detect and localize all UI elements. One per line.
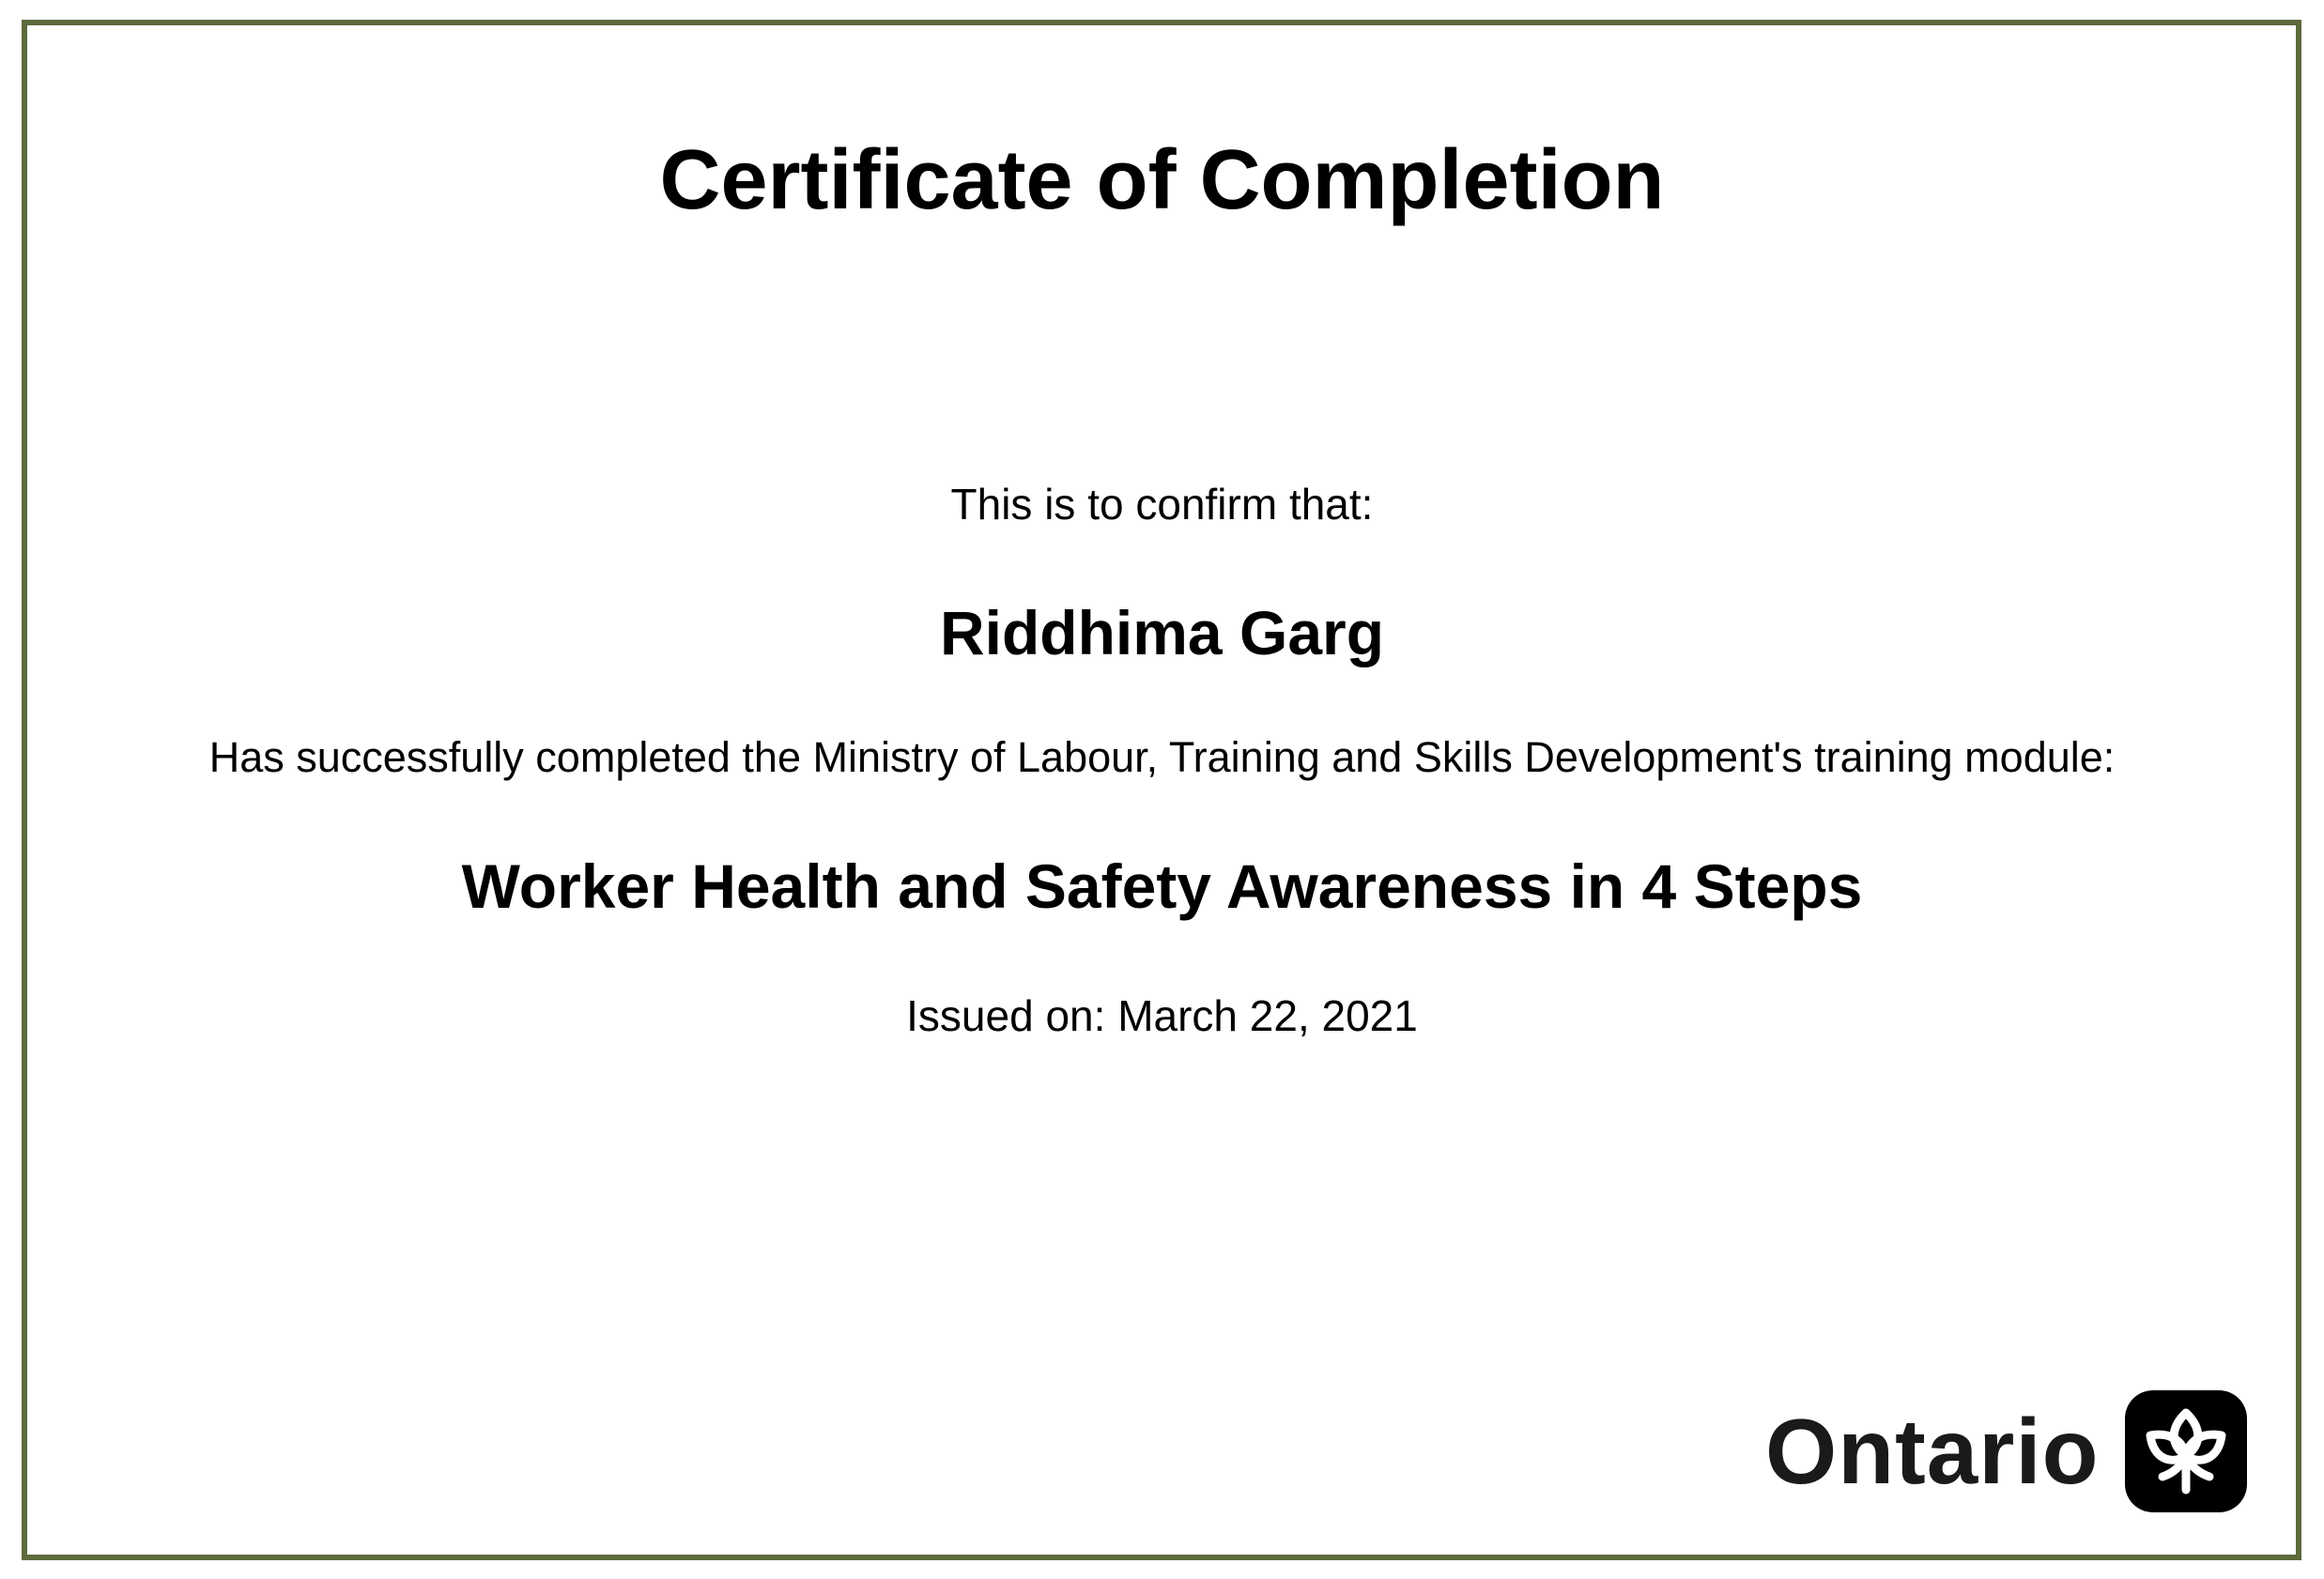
recipient-name: Riddhima Garg [939, 598, 1385, 667]
course-name: Worker Health and Safety Awareness in 4 Steps [461, 851, 1863, 921]
ontario-trillium-icon [2125, 1390, 2247, 1512]
certificate-title: Certificate of Completion [659, 133, 1665, 227]
certificate-border [22, 20, 2301, 1560]
issued-date: Issued on: March 22, 2021 [906, 991, 1418, 1040]
ontario-logo [1765, 1387, 2247, 1514]
ontario-wordmark: Ontario [1765, 1399, 2100, 1503]
confirmation-text: This is to confirm that: [950, 480, 1374, 529]
completion-statement: Has successfully completed the Ministry of Labour, Training and Skills Development's training module: [208, 733, 2116, 781]
